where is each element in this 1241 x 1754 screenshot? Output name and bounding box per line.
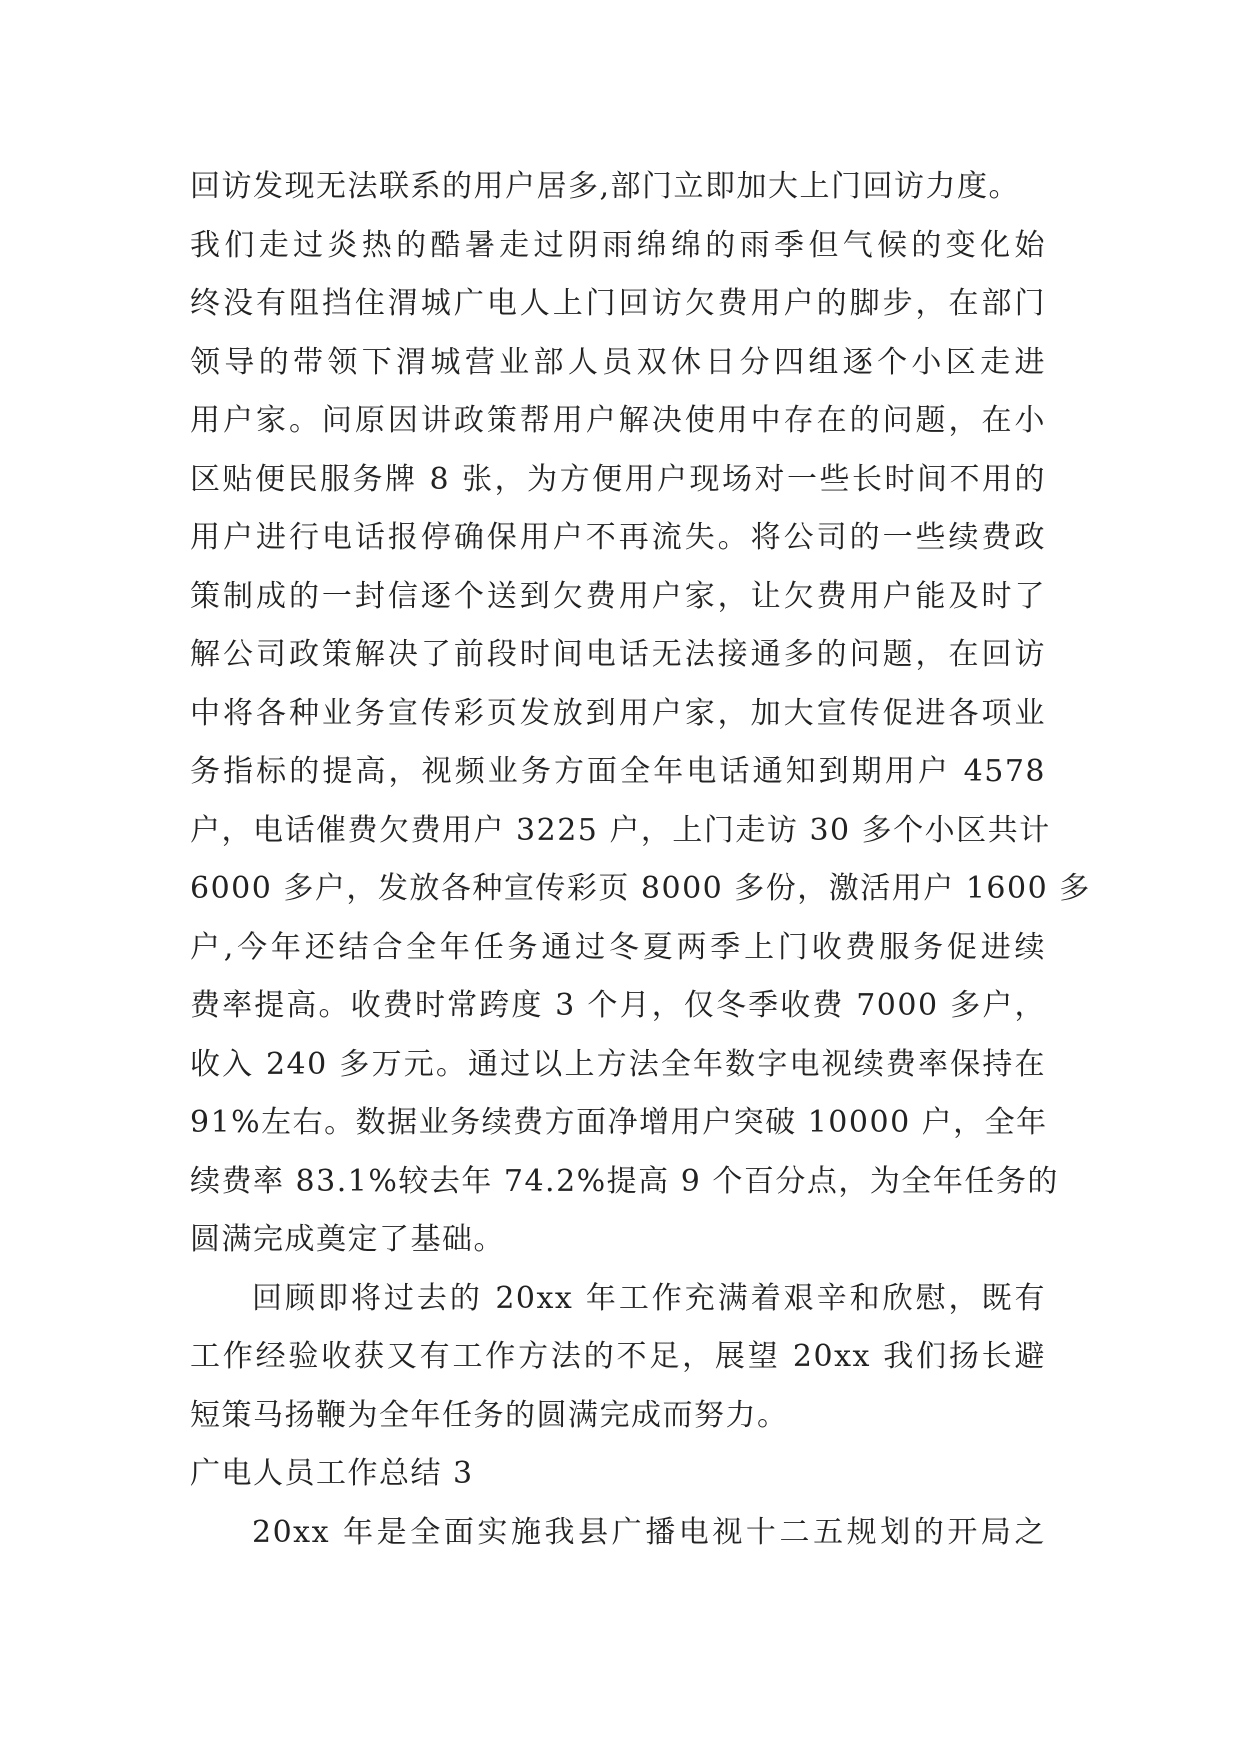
text-line: 领导的带领下渭城营业部人员双休日分四组逐个小区走进 — [190, 344, 1046, 380]
text-line: 回顾即将过去的 20xx 年工作充满着艰辛和欣慰，既有 — [252, 1280, 1046, 1316]
document-body — [190, 158, 1091, 1562]
text-line: 户,今年还结合全年任务通过冬夏两季上门收费服务促进续 — [190, 929, 1046, 965]
text-line: 务指标的提高，视频业务方面全年电话通知到期用户 4578 — [190, 754, 1046, 789]
text-line: 策制成的一封信逐个送到欠费用户家，让欠费用户能及时了 — [190, 578, 1046, 614]
text-line: 圆满完成奠定了基础。 — [190, 1222, 505, 1257]
text-line: 工作经验收获又有工作方法的不足，展望 20xx 我们扬长避 — [190, 1339, 1046, 1374]
paragraph-3 — [190, 1504, 1070, 1563]
text-line: 用户家。问原因讲政策帮用户解决使用中存在的问题，在小 — [190, 403, 1046, 438]
text-line: 短策马扬鞭为全年任务的圆满完成而努力。 — [190, 1397, 789, 1433]
text-line: 费率提高。收费时常跨度 3 个月，仅冬季收费 7000 多户， — [190, 988, 1046, 1023]
text-line: 中将各种业务宣传彩页发放到用户家，加大宣传促进各项业 — [190, 695, 1046, 731]
text-line: 我们走过炎热的酷暑走过阴雨绵绵的雨季但气候的变化始 — [190, 227, 1046, 263]
text-line: 续费率 83.1%较去年 74.2%提高 9 个百分点，为全年任务的 — [190, 1163, 1059, 1199]
text-line: 91%左右。数据业务续费方面净增用户突破 10000 户，全年 — [190, 1105, 1048, 1140]
text-line: 区贴便民服务牌 8 张，为方便用户现场对一些长时间不用的 — [190, 461, 1046, 497]
paragraph-1 — [190, 158, 1091, 1270]
text-line: 户，电话催费欠费用户 3225 户，上门走访 30 多个小区共计 — [190, 812, 1051, 848]
text-line: 收入 240 多万元。通过以上方法全年数字电视续费率保持在 — [190, 1046, 1046, 1082]
text-line: 6000 多户，发放各种宣传彩页 8000 多份，激活用户 1600 多 — [190, 871, 1091, 906]
text-line: 20xx 年是全面实施我县广播电视十二五规划的开局之 — [252, 1514, 1046, 1550]
paragraph-2 — [190, 1270, 1070, 1446]
text-line: 回访发现无法联系的用户居多,部门立即加大上门回访力度。 — [190, 169, 1021, 204]
text-line: 解公司政策解决了前段时间电话无法接通多的问题，在回访 — [190, 637, 1046, 672]
text-line: 终没有阻挡住渭城广电人上门回访欠费用户的脚步，在部门 — [190, 286, 1046, 321]
text-line: 用户进行电话报停确保用户不再流失。将公司的一些续费政 — [190, 520, 1046, 555]
section-heading: 广电人员工作总结 3 — [190, 1456, 474, 1491]
